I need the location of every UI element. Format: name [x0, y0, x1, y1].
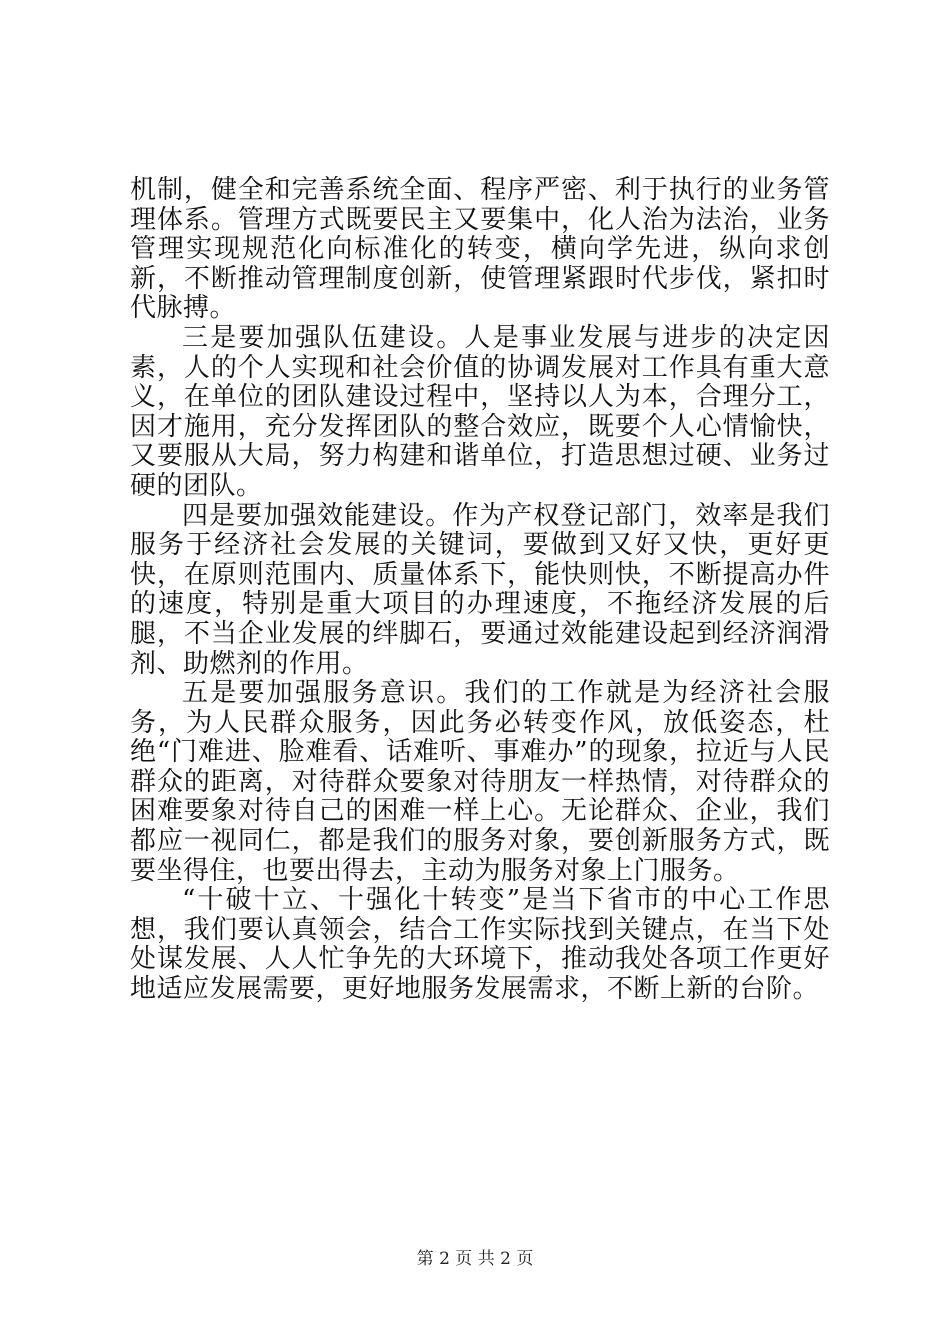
page-number-footer: 第 2 页 共 2 页 — [416, 1249, 534, 1269]
paragraph-conclusion: “十破十立、十强化十转变”是当下省市的中心工作思想，我们要认真领会，结合工作实际找到关键点，在当下处处谋发展、人人忙争先的大环境下，推动我处各项工作更好地适应发展需要，更好地服务发展需求，不断上新的台阶。 — [130, 885, 830, 1005]
paragraph-continuation: 机制，健全和完善系统全面、程序严密、利于执行的业务管理体系。管理方式既要民主又要集中，化人治为法治，业务管理实现规范化向标准化的转变，横向学先进，纵向求创新，不断推动管理制度创新，使管理紧跟时代步伐，紧扣时代脉搏。 — [130, 175, 830, 324]
paragraph-team-building: 三是要加强队伍建设。人是事业发展与进步的决定因素，人的个人实现和社会价值的协调发展对工作具有重大意义，在单位的团队建设过程中，坚持以人为本，合理分工，因才施用，充分发挥团队的整合效应，既要个人心情愉快，又要服从大局，努力构建和谐单位，打造思想过硬、业务过硬的团队。 — [130, 322, 830, 501]
paragraph-service-awareness: 五是要加强服务意识。我们的工作就是为经济社会服务，为人民群众服务，因此务必转变作风，放低姿态，杜绝“门难进、脸难看、话难听、事难办”的现象，拉近与人民群众的距离，对待群众要象对待朋友一样热情，对待群众的困难要象对待自己的困难一样上心。无论群众、企业，我们都应一视同仁，都是我们的服务对象，要创新服务方式，既要坐得住，也要出得去，主动为服务对象上门服务。 — [130, 678, 830, 886]
document-body — [130, 176, 830, 1005]
paragraph-efficiency-building: 四是要加强效能建设。作为产权登记部门，效率是我们服务于经济社会发展的关键词，要做到又好又快，更好更快，在原则范围内、质量体系下，能快则快，不断提高办件的速度，特别是重大项目的办理速度，不拖经济发展的后腿，不当企业发展的绊脚石，要通过效能建设起到经济润滑剂、助燃剂的作用。 — [130, 500, 830, 679]
